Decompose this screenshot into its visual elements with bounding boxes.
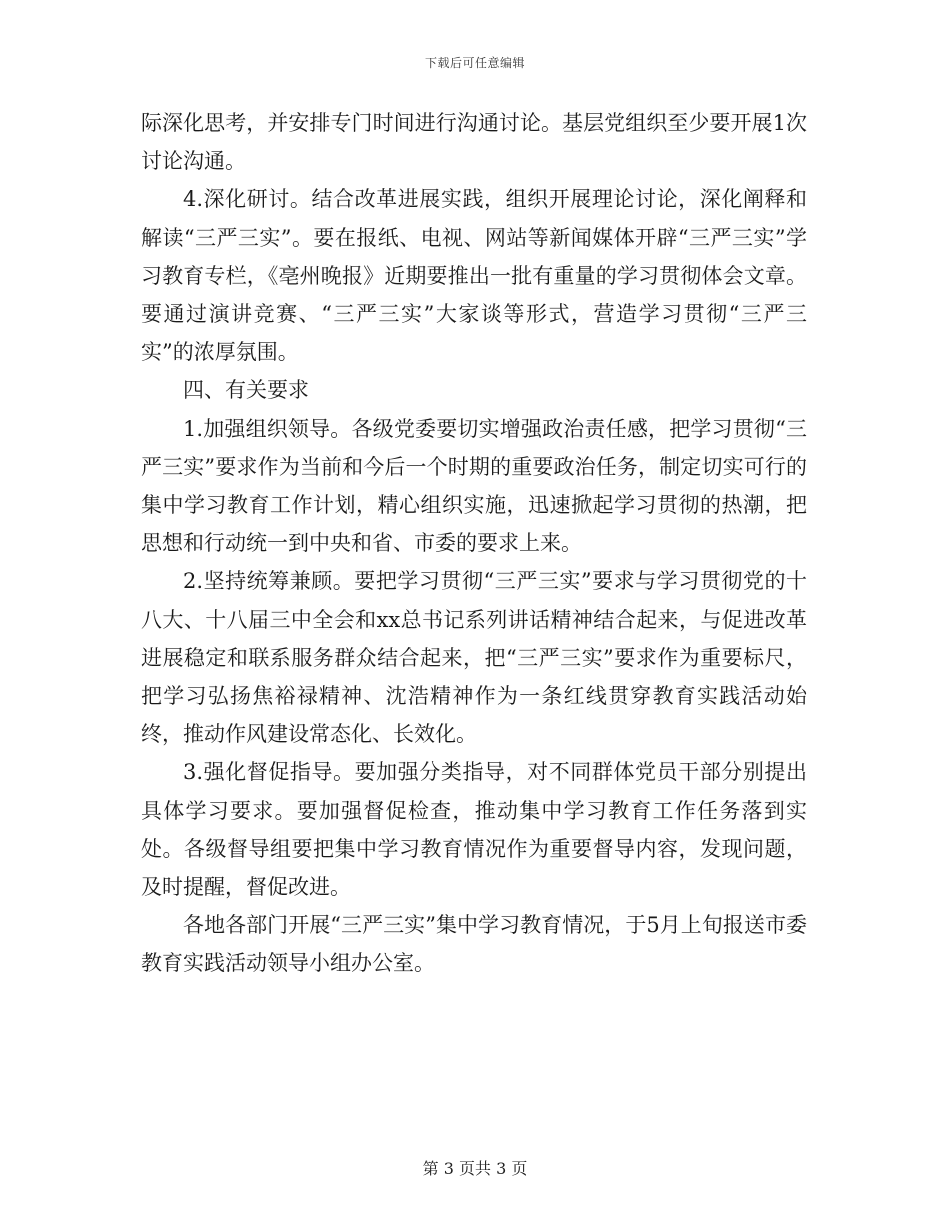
page-header: 下载后可任意编辑 bbox=[424, 56, 525, 70]
section-heading-requirements: 四、有关要求 bbox=[183, 378, 309, 403]
paragraph-item-1-leadership: 1.加强组织领导。各级党委要切实增强政治责任感，把学习贯彻“三严三实”要求作为当前和今后一个时期的重要政治任务，制定切实可行的集中学习教育工作计划，精心组织实施，迅速掀起学习贯彻的热潮，把思想和行动统一到中央和省、市委的要求上来。 bbox=[141, 416, 807, 556]
paragraph-item-3-supervision: 3.强化督促指导。要加强分类指导，对不同群体党员干部分别提出具体学习要求。要加强督促检查，推动集中学习教育工作任务落到实处。各级督导组要把集中学习教育情况作为重要督导内容，发现问题，及时提醒，督促改进。 bbox=[141, 760, 807, 900]
document-body bbox=[141, 104, 807, 983]
paragraph-closing-report: 各地各部门开展“三严三实”集中学习教育情况，于5月上旬报送市委教育实践活动领导小组办公室。 bbox=[141, 913, 807, 976]
paragraph-item-4-deepen-discussion: 4.深化研讨。结合改革进展实践，组织开展理论讨论，深化阐释和解读“三严三实”。要在报纸、电视、网站等新闻媒体开辟“三严三实”学习教育专栏，《亳州晚报》近期要推出一批有重量的学习贯彻体会文章。要通过演讲竞赛、“三严三实”大家谈等形式，营造学习贯彻“三严三实”的浓厚氛围。 bbox=[141, 187, 807, 365]
page-footer: 第 3 页共 3 页 bbox=[422, 1159, 528, 1178]
paragraph-item-2-coordination: 2.坚持统筹兼顾。要把学习贯彻“三严三实”要求与学习贯彻党的十八大、十八届三中全会和xx总书记系列讲话精神结合起来，与促进改革进展稳定和联系服务群众结合起来，把“三严三实”要求作为重要标尺，把学习弘扬焦裕禄精神、沈浩精神作为一条红线贯穿教育实践活动始终，推动作风建设常态化、长效化。 bbox=[141, 569, 807, 747]
paragraph-continuation: 际深化思考，并安排专门时间进行沟通讨论。基层党组织至少要开展1次讨论沟通。 bbox=[141, 111, 807, 174]
